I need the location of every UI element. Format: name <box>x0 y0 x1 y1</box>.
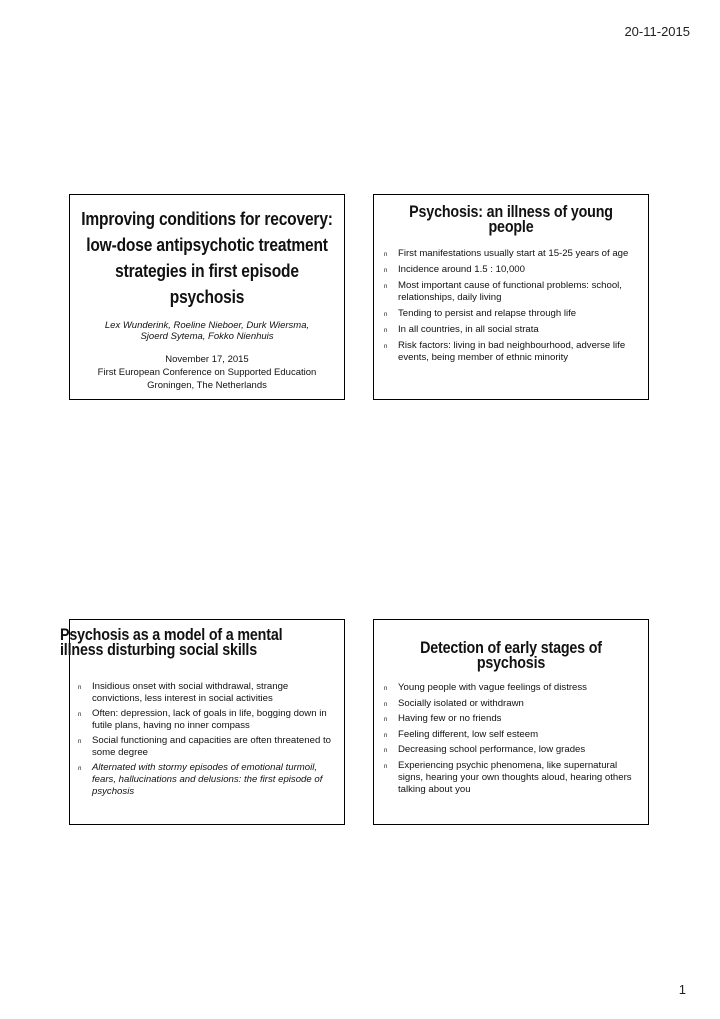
bullet-list <box>78 681 334 798</box>
bullet-marker-icon: n <box>384 312 388 318</box>
bullet-marker-icon: n <box>78 712 82 718</box>
list-item <box>78 708 334 732</box>
bullet-marker-icon: n <box>384 268 388 274</box>
bullet-text: Alternated with stormy episodes of emotional turmoil, fears, hallucinations and delusions: the first episode of psychosis <box>92 762 323 797</box>
bullet-text: Socially isolated or withdrawn <box>398 697 524 709</box>
list-item <box>384 248 638 260</box>
title-line: people <box>488 217 534 236</box>
title-line: Improving conditions for recovery: <box>81 208 333 229</box>
slide-psychosis-model <box>60 619 345 825</box>
title-line: low-dose antipsychotic treatment <box>86 234 328 255</box>
title-line: Psychosis: an illness of young <box>409 202 613 221</box>
bullet-text: First manifestations usually start at 15-25 years of age <box>398 248 629 259</box>
slide-heading <box>382 204 639 234</box>
bullet-marker-icon: n <box>384 252 388 258</box>
list-item <box>384 682 638 694</box>
list-item <box>78 735 334 759</box>
bullet-marker-icon: n <box>384 763 388 770</box>
bullet-text: Most important cause of functional problems: school, relationships, daily living <box>398 280 622 303</box>
presentation-date: November 17, 2015 <box>165 354 249 365</box>
list-item <box>384 759 638 796</box>
slide-title <box>69 194 345 400</box>
slide-heading <box>382 640 639 670</box>
bullet-marker-icon: n <box>78 766 82 772</box>
list-item <box>384 728 638 741</box>
bullet-marker-icon: n <box>384 328 388 334</box>
bullet-marker-icon: n <box>384 284 388 290</box>
list-item <box>384 280 638 304</box>
bullet-text: Experiencing psychic phenomena, like supernatural signs, hearing your own thoughts aloud, hearing others talking about you <box>398 759 632 795</box>
bullet-text: In all countries, in all social strata <box>398 324 539 335</box>
bullet-marker-icon: n <box>384 717 388 723</box>
list-item <box>384 308 638 320</box>
bullet-text: Feeling different, low self esteem <box>398 728 539 740</box>
conference-name: First European Conference on Supported Education <box>97 367 317 378</box>
list-item <box>384 744 638 756</box>
bullet-marker-icon: n <box>384 686 388 692</box>
list-item <box>78 762 334 798</box>
page-number: 1 <box>678 982 686 997</box>
bullet-marker-icon: n <box>384 344 388 350</box>
title-line: psychosis <box>169 286 245 307</box>
bullet-list <box>384 682 638 796</box>
conference-location: Groningen, The Netherlands <box>147 380 267 391</box>
bullet-text: Insidious onset with social withdrawal, strange convictions, less interest in social activities <box>92 681 289 704</box>
title-line: strategies in first episode <box>115 260 299 281</box>
list-item <box>384 340 638 364</box>
slide-psychosis-young-people <box>373 194 649 400</box>
title-line: Psychosis as a model of a mental <box>60 625 283 644</box>
title-line: psychosis <box>476 653 546 672</box>
bullet-marker-icon: n <box>384 732 388 739</box>
header-date: 20-11-2015 <box>624 24 690 39</box>
list-item <box>78 681 334 705</box>
authors <box>80 320 334 342</box>
bullet-text: Decreasing school performance, low grades <box>398 744 586 755</box>
bullet-marker-icon: n <box>78 685 82 691</box>
authors-line: Sjoerd Sytema, Fokko Nienhuis <box>140 331 274 342</box>
slide-early-detection <box>373 619 649 825</box>
bullet-text: Tending to persist and relapse through life <box>398 308 577 319</box>
bullet-text: Young people with vague feelings of distress <box>398 682 587 693</box>
bullet-text: Risk factors: living in bad neighbourhood, adverse life events, being member of ethnic minority <box>398 340 626 363</box>
bullet-list <box>384 248 638 364</box>
authors-line: Lex Wunderink, Roeline Nieboer, Durk Wiersma, <box>104 320 310 331</box>
bullet-text: Often: depression, lack of goals in life, bogging down in futile plans, having no inner compass <box>92 708 327 731</box>
title-line: illness disturbing social skills <box>60 640 257 659</box>
list-item <box>384 324 638 336</box>
list-item <box>384 713 638 725</box>
bullet-marker-icon: n <box>78 739 82 745</box>
slide-title-heading <box>75 206 339 310</box>
bullet-text: Incidence around 1.5 : 10,000 <box>398 264 525 275</box>
bullet-text: Social functioning and capacities are often threatened to some degree <box>92 735 331 758</box>
bullet-text: Having few or no friends <box>398 713 502 724</box>
slide-heading <box>60 627 312 657</box>
bullet-marker-icon: n <box>384 748 388 754</box>
list-item <box>384 697 638 710</box>
title-line: Detection of early stages of <box>420 638 602 657</box>
bullet-marker-icon: n <box>384 701 388 708</box>
list-item <box>384 264 638 276</box>
